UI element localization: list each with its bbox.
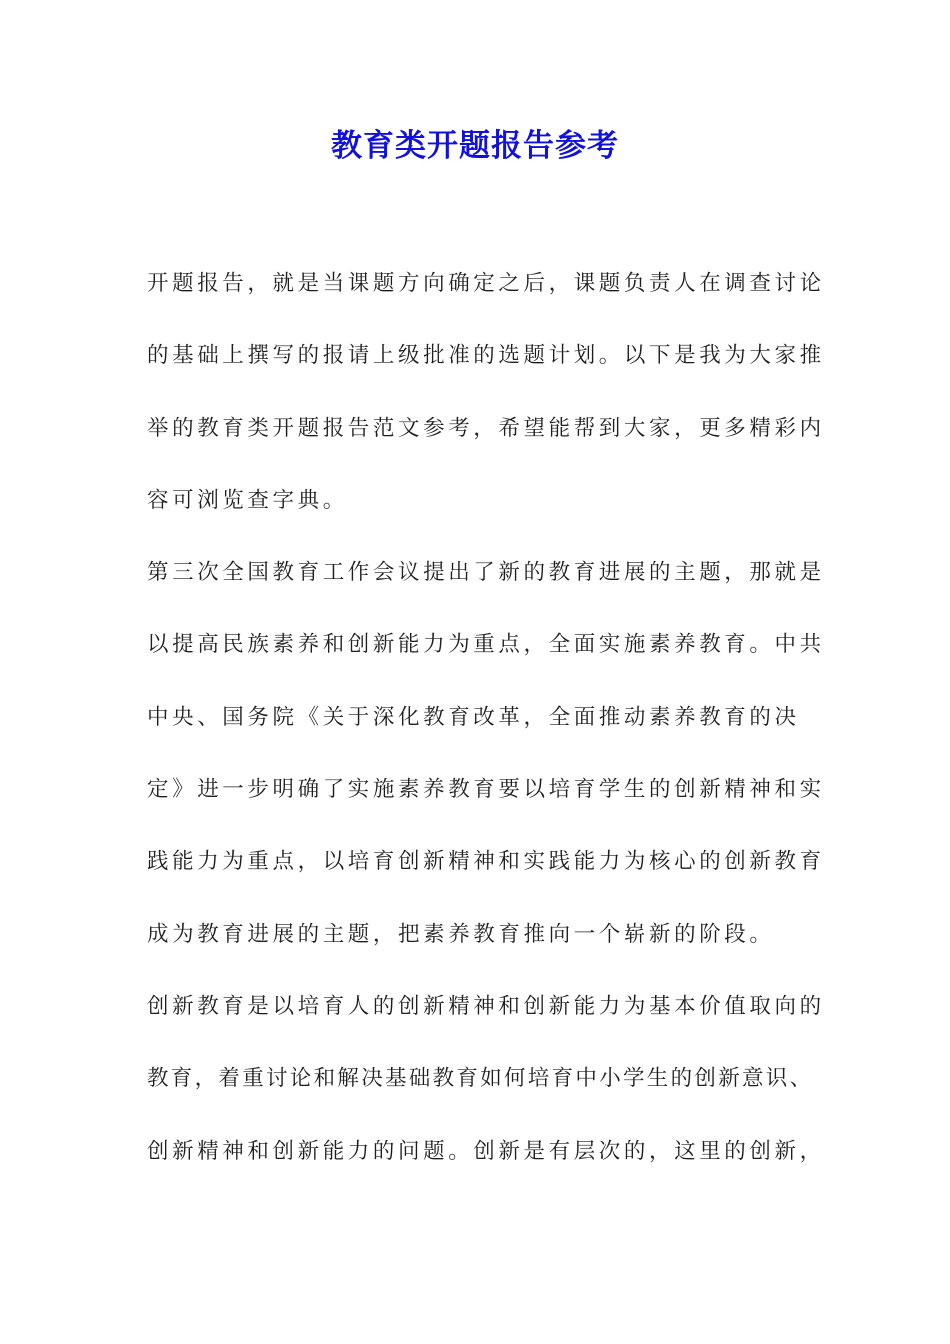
paragraph-1-line-1: 开题报告，就是当课题方向确定之后，课题负责人在调查讨论 — [147, 271, 825, 296]
paragraph-2-line-4: 定》进一步明确了实施素养教育要以培育学生的创新精神和实 — [147, 777, 825, 803]
document-title: 教育类开题报告参考 — [331, 128, 619, 164]
paragraph-3-line-2: 教育，着重讨论和解决基础教育如何培育中小学生的创新意识、 — [147, 1066, 814, 1092]
paragraph-2-line-3: 中央、国务院《关于深化教育改革，全面推动素养教育的决 — [147, 704, 800, 730]
document-body — [147, 258, 847, 1198]
paragraph-1-line-4: 容可浏览查字典。 — [147, 487, 348, 513]
paragraph-1-line-3: 举的教育类开题报告范文参考，希望能帮到大家，更多精彩内 — [147, 415, 825, 441]
paragraph-2-line-1: 第三次全国教育工作会议提出了新的教育进展的主题，那就是 — [147, 560, 825, 586]
paragraph-1-line-2: 的基础上撰写的报请上级批准的选题计划。以下是我为大家推 — [147, 343, 825, 369]
paragraph-3-line-1: 创新教育是以培育人的创新精神和创新能力为基本价值取向的 — [147, 993, 825, 1019]
paragraph-2-line-6: 成为教育进展的主题，把素养教育推向一个崭新的阶段。 — [147, 921, 775, 947]
paragraph-2-line-5: 践能力为重点，以培育创新精神和实践能力为核心的创新教育 — [147, 849, 825, 875]
paragraph-3-line-3: 创新精神和创新能力的问题。创新是有层次的，这里的创新， — [147, 1138, 825, 1164]
paragraph-2-line-2: 以提高民族素养和创新能力为重点，全面实施素养教育。中共 — [147, 632, 825, 658]
